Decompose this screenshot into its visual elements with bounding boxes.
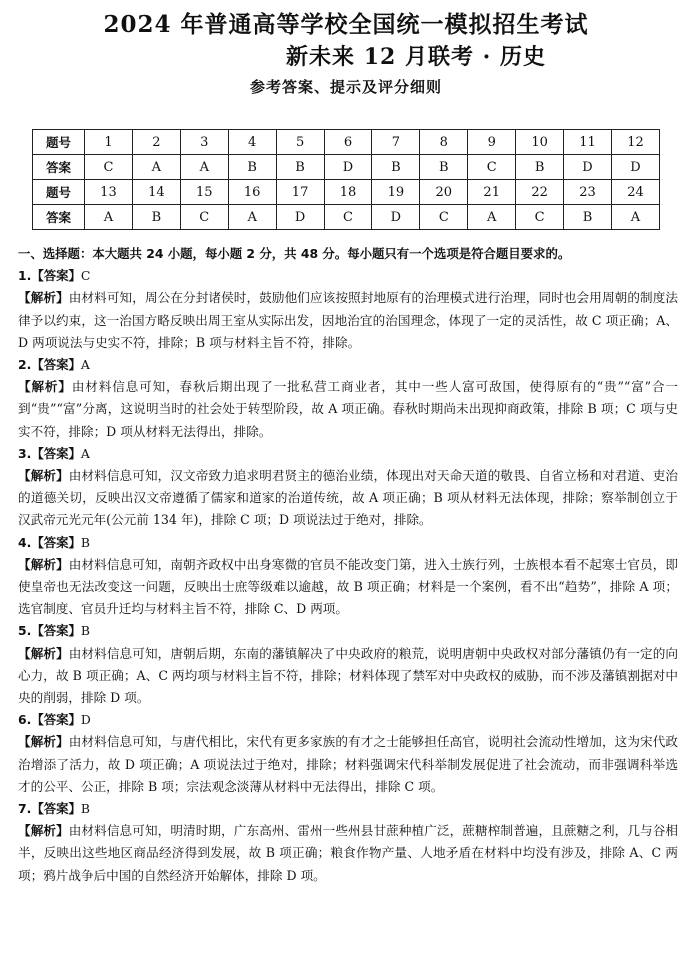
question-number-cell: 10 [516,130,564,155]
answer-cell: B [564,205,612,230]
row-label-number: 题号 [33,180,85,205]
question-number: 5. [18,623,32,639]
question-number-cell: 8 [420,130,468,155]
question-block-5 [18,620,678,709]
question-number-cell: 21 [468,180,516,205]
analysis-paragraph [18,820,678,887]
question-block-1 [18,265,678,354]
question-block-6 [18,709,678,798]
analysis-tag: 【解析】 [18,645,69,661]
question-number-cell: 4 [228,130,276,155]
analysis-paragraph [18,643,678,710]
answer-line [18,532,678,554]
question-number-cell: 16 [228,180,276,205]
question-number: 4. [18,534,32,550]
analysis-tag: 【解析】 [18,379,72,395]
section-heading: 一、选择题：本大题共 24 小题，每小题 2 分，共 48 分。每小题只有一个选项是符合题目要求的。 [18,246,571,261]
question-number-cell: 13 [85,180,133,205]
question-number-cell: 15 [180,180,228,205]
analysis-tag: 【解析】 [18,556,69,572]
row-label-number: 题号 [33,130,85,155]
answer-cell: C [516,205,564,230]
question-block-7 [18,798,678,887]
answer-cell: D [611,155,659,180]
question-number-cell: 6 [324,130,372,155]
answer-cell: D [564,155,612,180]
answer-line [18,443,678,465]
answer-cell: C [468,155,516,180]
table-row-answers-1 [33,155,660,180]
exam-subtitle: 新未来 12 月联考 · 历史 [286,44,546,70]
answer-value: B [80,534,91,550]
question-number-cell: 3 [180,130,228,155]
question-number-cell: 12 [611,130,659,155]
answer-tag: 【答案】 [31,801,81,817]
question-number-cell: 24 [611,180,659,205]
question-number-cell: 20 [420,180,468,205]
question-block-2 [18,354,678,443]
analysis-paragraph [18,554,678,621]
answer-cell: D [372,205,420,230]
answer-cell: A [132,155,180,180]
row-label-answer: 答案 [33,205,85,230]
answer-cell: A [611,205,659,230]
answer-cell: C [420,205,468,230]
question-number-cell: 14 [132,180,180,205]
analysis-text: 由材料信息可知，唐朝后期，东南的藩镇解决了中央政府的粮荒，说明唐朝中央政权对部分藩镇仍有一定的向心力，故 B 项正确；A、C 两均项与材料主旨不符，排除；材料体现了禁军对中央政权的威胁，而不涉及藩镇割据对中央的削弱，排除 D 项。 [18,645,679,706]
analysis-text: 由材料信息可知，春秋后期出现了一批私营工商业者，其中一些人富可敌国，使得原有的“贵”“富”合一到“贵”“富”分离，这说明当时的社会处于转型阶段，故 A 项正确。春秋时期尚未出现抑商政策，排除 B 项；C 项与史实不符，排除；D 项从材料无法得出，排除。 [18,379,679,439]
answer-cell: B [420,155,468,180]
analysis-text: 由材料信息可知，汉文帝致力追求明君贤主的德治业绩，体现出对天命天道的敬畏、自省立杨和对君道、吏治的道德关切，反映出汉文帝遵循了儒家和道家的治道传统，故 A 项正确；B 项从材料无法体现，排除；察举制创立于汉武帝元光元年(公元前 134 年)，排除 C 项；D 项说法过于绝对，排除。 [18,468,679,528]
answer-value: C [80,268,91,284]
answer-cell: B [276,155,324,180]
analysis-tag: 【解析】 [18,468,69,484]
analysis-tag: 【解析】 [18,823,69,839]
answer-cell: A [228,205,276,230]
analysis-text: 由材料可知，周公在分封诸侯时，鼓励他们应该按照封地原有的治理模式进行治理，同时也会用周朝的制度法律予以约束，这一治国方略反映出周王室从实际出发，因地治宜的治国理念，体现了一定的灵活性，故 C 项正确；A、D 两项说法与史实不符，排除；B 项与材料主旨不符，排除。 [18,290,679,350]
table-row-answers-2 [33,205,660,230]
table-row-numbers-2 [33,180,660,205]
answer-cell: C [85,155,133,180]
question-number-cell: 9 [468,130,516,155]
answer-line [18,709,678,731]
answer-tag: 【答案】 [31,268,81,284]
answer-tag: 【答案】 [31,357,81,373]
question-number: 1. [18,268,32,284]
analysis-text: 由材料信息可知，与唐代相比，宋代有更多家族的有才之士能够担任高官，说明社会流动性增加，这为宋代政治增添了活力，故 D 项正确；A 项说法过于绝对，排除；材料强调宋代科举制发展促进了社会流动，而非强调科举选才的公平、公正，排除 B 项；宗法观念淡薄从材料中无法得出，排除 C 项。 [18,734,679,794]
question-number-cell: 18 [324,180,372,205]
analysis-paragraph [18,376,678,443]
answer-value: A [80,357,90,373]
question-number-cell: 22 [516,180,564,205]
analysis-paragraph [18,287,678,354]
row-label-answer: 答案 [33,155,85,180]
question-number-cell: 23 [564,180,612,205]
answer-explanations [18,243,678,887]
analysis-text: 由材料信息可知，南朝齐政权中出身寒微的官员不能改变门第，进入士族行列，士族根本看不起寒士官员，即使皇帝也无法改变这一问题，反映出士庶等级难以逾越，故 B 项正确；材料是一个案例，看不出“趋势”，排除 A 项；选官制度、官员升迁均与材料主旨不符，排除 C、D 两项。 [18,556,679,617]
question-number-cell: 19 [372,180,420,205]
question-number-cell: 5 [276,130,324,155]
answer-caption: 参考答案、提示及评分细则 [249,78,442,96]
analysis-paragraph [18,465,678,532]
answer-line [18,798,678,820]
answer-cell: D [276,205,324,230]
answer-tag: 【答案】 [31,623,81,639]
answer-cell: A [180,155,228,180]
question-block-4 [18,532,678,621]
answer-line [18,265,678,287]
question-number: 6. [18,712,32,728]
answer-cell: B [132,205,180,230]
question-number-cell: 1 [85,130,133,155]
table-row-numbers-1 [33,130,660,155]
answer-cell: B [516,155,564,180]
question-block-3 [18,443,678,532]
question-number: 3. [18,445,32,461]
question-number-cell: 11 [564,130,612,155]
answer-cell: D [324,155,372,180]
analysis-paragraph [18,731,678,798]
answer-line [18,620,678,642]
answer-cell: A [85,205,133,230]
answer-value: B [80,623,91,639]
answer-cell: C [324,205,372,230]
question-number-cell: 17 [276,180,324,205]
answer-line [18,354,678,376]
answer-cell: C [180,205,228,230]
answer-table [32,129,660,230]
question-number-cell: 7 [372,130,420,155]
answer-cell: B [372,155,420,180]
answer-tag: 【答案】 [31,445,81,461]
answer-value: B [80,801,91,817]
analysis-text: 由材料信息可知，明清时期，广东高州、雷州一些州县甘蔗种植广泛，蔗糖榨制普遍，且蔗糖之利，几与谷相半，反映出这些地区商品经济得到发展，故 B 项正确；粮食作物产量、人地矛盾在材料中均没有涉及，排除 A、C 两项；鸦片战争后中国的自然经济开始解体，排除 D 项。 [18,823,679,883]
question-number: 7. [18,801,32,817]
answer-tag: 【答案】 [31,712,81,728]
answer-value: D [80,712,91,728]
answer-cell: B [228,155,276,180]
answer-value: A [80,445,90,461]
question-number-cell: 2 [132,130,180,155]
question-number: 2. [18,357,32,373]
analysis-tag: 【解析】 [18,734,69,750]
analysis-tag: 【解析】 [18,290,69,306]
exam-title: 2024 年普通高等学校全国统一模拟招生考试 [103,11,589,38]
answer-cell: A [468,205,516,230]
answer-tag: 【答案】 [31,534,81,550]
